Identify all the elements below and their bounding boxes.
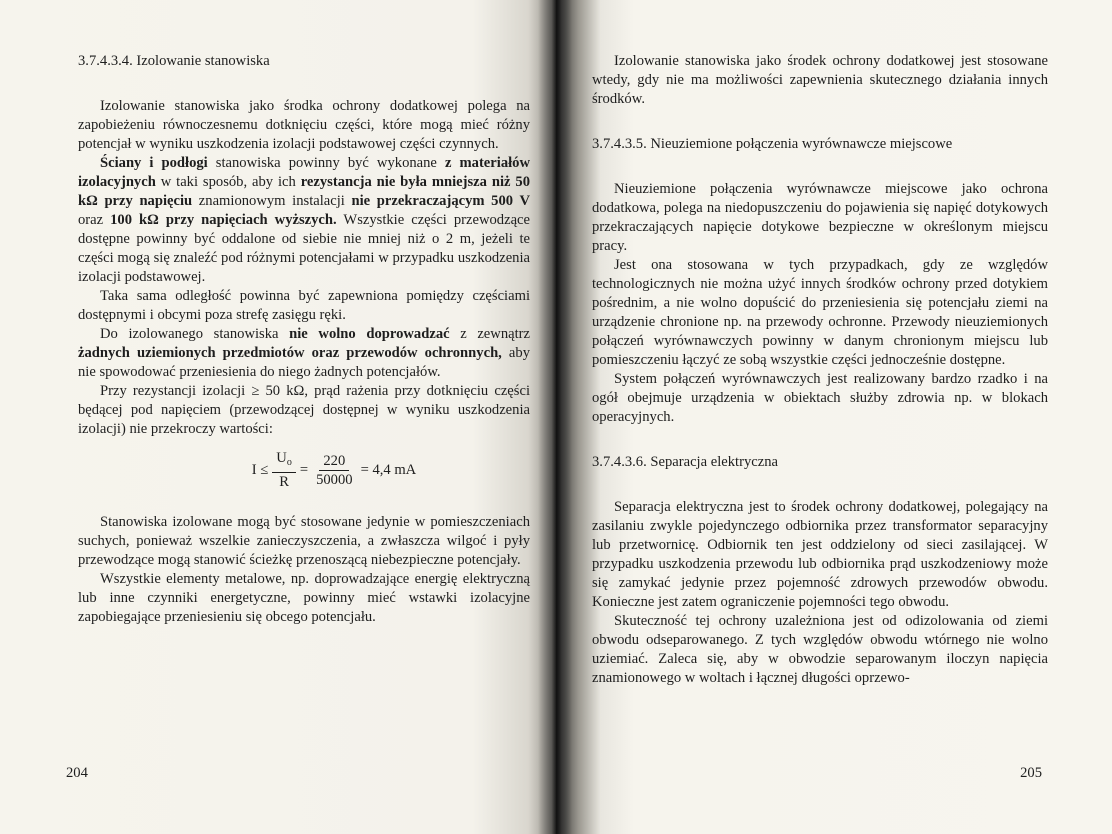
bold-text: nie przekraczającym 500 V (351, 193, 530, 209)
right-page (556, 0, 1112, 834)
text: Wszystkie części przewodzące dostępne powinny być oddalone od siebie nie mniej niż o 2 m, jeżeli te części mogą się znaleźć pod różnymi potencjałami w przypadku uszkodzenia izolacji podstawowej. (78, 212, 531, 285)
bold-text: Ściany i podłogi (100, 155, 208, 171)
paragraph: Jest ona stosowana w tych przypadkach, gdy ze względów technologicznych nie można użyć innych środków ochrony przed dotykiem pośrednim, a nie wolno dopuścić do przeniesienia się potencjału ziemi na urządzenie chronione np. na przewody ochronne. Przewody nieuziemionych połączeń wyrównawczych powinny w danym chronionym miejscu lub pomieszczeniu łączyć ze sobą wszystkie części jednocześnie dostępne. (592, 257, 1048, 368)
paragraph: Izolowanie stanowiska jako środka ochrony dodatkowej polega na zapobieżeniu równoczesnemu dotknięciu części, które mogą mieć różny potencjał w wyniku uszkodzenia izolacji podstawowej części czynnych. (78, 98, 530, 152)
equals-sign: = (299, 461, 309, 478)
paragraph: Przy rezystancji izolacji ≥ 50 kΩ, prąd rażenia przy dotknięciu części będącej pod napięciem (przewodzącej dostępnej w wyniku uszkodzenia izolacji) nie przekroczy wartości: (78, 383, 530, 437)
paragraph: Skuteczność tej ochrony uzależniona jest od odizolowania od ziemi obwodu odseparowanego. Z tych względów obwodu wtórnego nie wolno uziemiać. Zaleca się, aby w obwodzie separowanym iloczyn napięcia znamionowego w woltach i łącznej długości oprzewo- (592, 613, 1048, 686)
text: oraz (78, 212, 111, 228)
text: z zewnątrz (449, 326, 530, 342)
formula-lhs: I ≤ (251, 461, 269, 478)
fraction-numerator: $U_o$ (272, 449, 296, 473)
fraction-uo-over-r (272, 449, 296, 491)
fraction-numerator: 220 (319, 452, 349, 471)
text: aby nie spowodować przeniesienia do niego żadnych potencjałów. (78, 345, 530, 380)
paragraph: Nieuziemione połączenia wyrównawcze miejscowe jako ochrona dodatkowa, polega na niedopuszczeniu do pojawienia się napięć dotykowych przekraczających napięcie dotykowe bezpieczne w określonym miejscu pracy. (592, 181, 1048, 254)
paragraph (78, 325, 530, 382)
fraction-220-over-50000 (312, 452, 356, 489)
paragraph (78, 154, 530, 287)
book-gutter-shadow (538, 0, 572, 834)
text: w taki sposób, aby ich (155, 174, 301, 190)
fraction-denominator: 50000 (316, 471, 353, 488)
section-heading-3-7-4-3-6: 3.7.4.3.6. Separacja elektryczna (592, 454, 778, 470)
left-page-content (78, 52, 530, 627)
section-heading-3-7-4-3-4: 3.7.4.3.4. Izolowanie stanowiska (78, 53, 270, 69)
paragraph: Stanowiska izolowane mogą być stosowane jedynie w pomieszczeniach suchych, ponieważ wszelkie zanieczyszczenia, a zwłaszcza wilgoć i pyły przewodzące mogą stanowić ścieżkę przenoszącą niebezpieczne potencjały. (78, 514, 530, 568)
paragraph: Separacja elektryczna jest to środek ochrony dodatkowej, polegający na zasilaniu zwykle pojedynczego odbiornika przez transformator separacyjny lub przetwornicę. Odbiornik ten jest oddzielony od sieci zasilającej. W przypadku uszkodzenia przewodu lub odbiornika prąd uszkodzeniowy może się zamykać jedynie przez pojemność zdrowych przewodów obwodu. Konieczne jest zatem ograniczenie pojemności tego obwodu. (592, 499, 1048, 610)
bold-text: żadnych uziemionych przedmiotów oraz przewodów ochronnych, (78, 345, 502, 361)
paragraph: System połączeń wyrównawczych jest realizowany bardzo rzadko i na ogół obejmuje urządzenia w obiektach służby zdrowia np. w blokach operacyjnych. (592, 371, 1048, 425)
formula-result: = 4,4 mA (360, 461, 417, 478)
fraction-denominator: R (279, 474, 289, 490)
paragraph: Izolowanie stanowiska jako środek ochrony dodatkowej jest stosowane wtedy, gdy nie ma możliwości zapewnienia skutecznego działania innych środków. (592, 53, 1048, 107)
text: Do izolowanego stanowiska (100, 326, 290, 342)
bold-text: rezystancja nie była mniejsza niż 50 kΩ przy napięciu (78, 174, 530, 209)
section-heading-3-7-4-3-5: 3.7.4.3.5. Nieuziemione połączenia wyrównawcze miejscowe (592, 136, 953, 152)
bold-text: 100 kΩ przy napięciach wyższych. (110, 212, 337, 228)
bold-text: nie wolno doprowadzać (289, 326, 450, 342)
text: stanowiska powinny być wykonane (207, 155, 445, 171)
subscript: o (286, 457, 292, 468)
paragraph: Taka sama odległość powinna być zapewniona pomiędzy częściami dostępnymi i obcymi poza strefę zasięgu ręki. (78, 288, 530, 323)
paragraph: Wszystkie elementy metalowe, np. doprowadzające energię elektryczną lub inne czynniki energetyczne, powinny mieć wstawki izolacyjne zapobiegające przeniesieniu się obcego potencjału. (78, 571, 530, 625)
page-number: 205 (1020, 765, 1042, 781)
right-page-content (592, 52, 1048, 688)
page-number: 204 (66, 765, 88, 781)
text: znamionowym instalacji (192, 193, 352, 209)
current-formula (138, 449, 530, 491)
bold-text: z materiałów izolacyjnych (78, 155, 531, 190)
